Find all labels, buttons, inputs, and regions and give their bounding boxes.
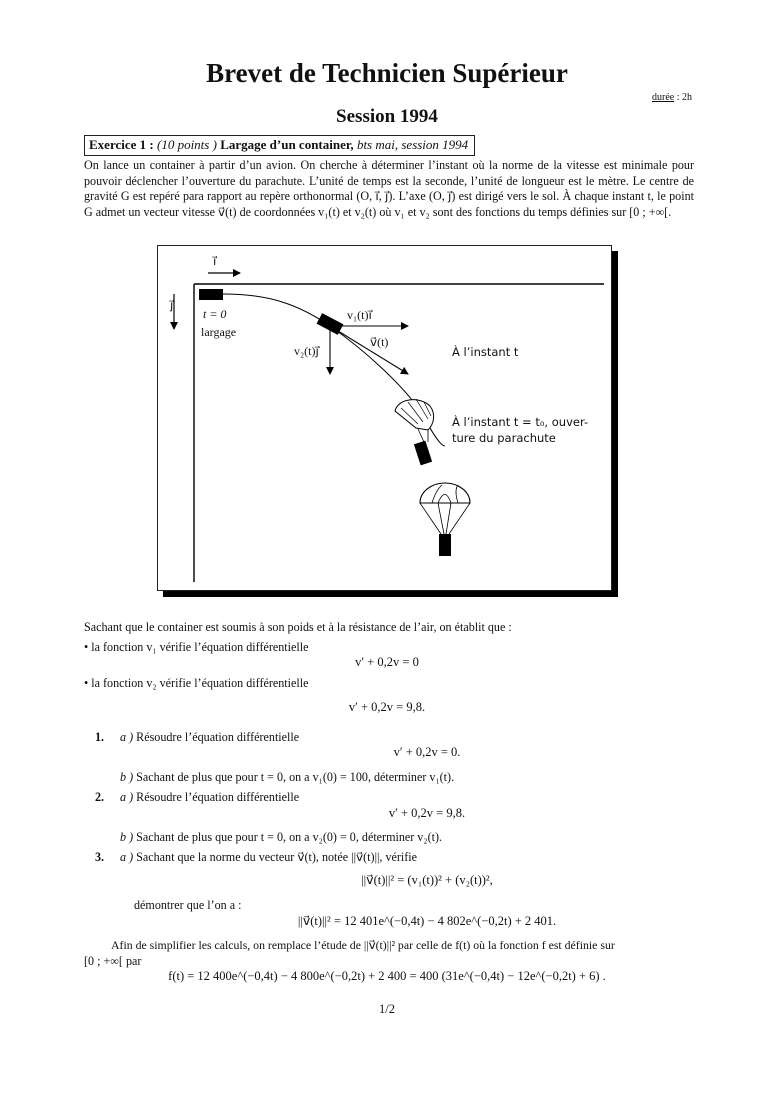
page-title: Brevet de Technicien Supérieur (206, 58, 568, 88)
q3a-label: a ) (120, 850, 134, 864)
q3a-equation: ||v⃗(t)||² = (v₁(t))² + (v₂(t))², (361, 873, 493, 887)
session-title: Session 1994 (336, 106, 438, 127)
duration-note (652, 92, 692, 103)
t0-label: t = 0 (203, 307, 227, 321)
duration-label: durée (652, 92, 675, 103)
exercise-header (84, 135, 475, 156)
parachute-open (420, 483, 470, 503)
question-1a (120, 730, 299, 745)
velocity-label: v⃗(t) (370, 335, 389, 349)
q3-simplify-line2: [0 ; +∞[ par (84, 954, 142, 968)
largage-label: largage (201, 325, 237, 339)
question-2a (120, 790, 299, 805)
q2a-equation: v′ + 0,2v = 9,8. (388, 806, 466, 820)
velocity-arrow (330, 326, 408, 374)
q3a-text: Sachant que la norme du vecteur v⃗(t), notée ||v⃗(t)||, vérifie (136, 850, 418, 864)
equation-v2: v′ + 0,2v = 9,8. (348, 700, 426, 714)
question-1b (120, 770, 454, 785)
question-3a (120, 850, 417, 865)
j-vector-label: j⃗ (170, 298, 174, 312)
i-vector-label: i⃗ (213, 254, 217, 268)
exercise-label: Exercice 1 : (89, 137, 154, 152)
container-initial (199, 289, 223, 300)
container-drop-figure (157, 245, 612, 591)
f-definition-equation: f(t) = 12 400e^(−0,4t) − 4 800e^(−0,2t) + 2 400 = 400 (31e^(−0,4t) − 12e^(−0,2t) + 6) . (168, 969, 606, 983)
bullet-v2: • la fonction v₂ vérifie l’équation différentielle (84, 676, 309, 690)
q2b-text: Sachant de plus que pour t = 0, on a v₂(0) = 0, déterminer v₂(t). (136, 830, 443, 844)
q1b-label: b ) (120, 770, 134, 784)
context-sentence: Sachant que le container est soumis à son poids et à la résistance de l’air, on établit que : (84, 620, 512, 634)
q1b-text: Sachant de plus que pour t = 0, on a v₁(0) = 100, déterminer v₁(t). (136, 770, 455, 784)
q2b-label: b ) (120, 830, 134, 844)
equation-v1: v′ + 0,2v = 0 (355, 655, 419, 669)
v2-label: v₂(t)j⃗ (294, 344, 319, 358)
v1-label: v₁(t)i⃗ (347, 308, 372, 322)
q3-show-text: démontrer que l’on a : (134, 898, 242, 912)
exercise-source: bts mai, session 1994 (356, 137, 469, 152)
bullet-v1: • la fonction v₁ vérifie l’équation différentielle (84, 640, 309, 654)
q3-simplify-line1: Afin de simplifier les calculs, on remplace l’étude de ||v⃗(t)||² par celle de f(t) où la fonction f est définie sur (111, 938, 615, 952)
question-1-number: 1. (95, 730, 105, 744)
intro-paragraph: On lance un container à partir d’un avion. On cherche à déterminer l’instant où la norme de la vitesse est minimale pour pouvoir déclencher l’ouverture du parachute. L’unité de temps est la seconde, l’unité de longueur est le mètre. Le centre de gravité G est repéré para rapport au repère orthonormal (O, i⃗, j⃗). L’axe (O, j⃗) est dirigé vers le sol. À chaque instant t, le point G admet un vecteur vitesse v⃗(t) de coordonnées v₁(t) et v₂(t) où v₁ et v₂ sont des fonctions du temps définies sur [0 ; +∞[. (84, 158, 694, 219)
instant-t0-label-line1: À l’instant t = t₀, ouver- (452, 415, 589, 429)
question-3-number: 3. (95, 850, 105, 864)
q1a-equation: v′ + 0,2v = 0. (393, 745, 461, 759)
q2a-text: Résoudre l’équation différentielle (136, 790, 300, 804)
exercise-points: (10 points ) (156, 137, 217, 152)
q3-show-equation: ||v⃗(t)||² = 12 401e^(−0,4t) − 4 802e^(−0,2t) + 2 401. (297, 914, 557, 928)
exercise-topic: Largage d’un container, (220, 137, 354, 152)
question-2b (120, 830, 442, 845)
container-opening (414, 441, 432, 466)
q2a-label: a ) (120, 790, 134, 804)
question-2-number: 2. (95, 790, 105, 804)
instant-t0-label-line2: ture du parachute (452, 431, 556, 445)
instant-t-label: À l’instant t (452, 345, 519, 359)
q1a-text: Résoudre l’équation différentielle (136, 730, 300, 744)
page-number: 1/2 (379, 1002, 395, 1016)
duration-value: : 2h (674, 92, 692, 103)
parachute-opening (395, 400, 434, 430)
container-landing (439, 534, 451, 556)
q1a-label: a ) (120, 730, 134, 744)
